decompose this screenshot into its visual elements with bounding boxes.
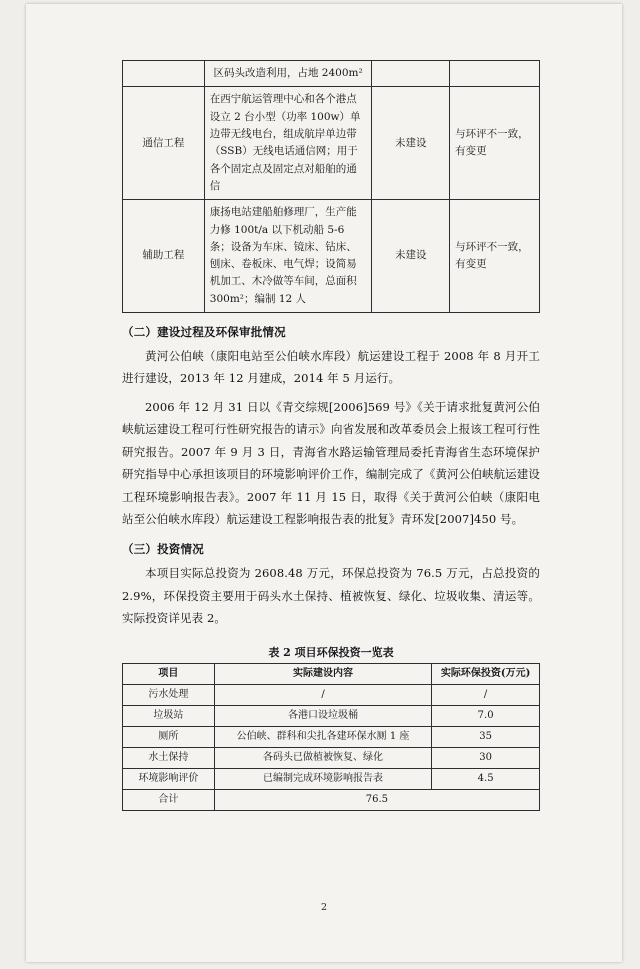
cell-item: 水土保持 bbox=[123, 747, 215, 768]
section-heading-construction: （二）建设过程及环保审批情况 bbox=[122, 325, 286, 340]
cell-item: 厕所 bbox=[123, 726, 215, 747]
paragraph: 2006 年 12 月 31 日以《青交综规[2006]569 号》《关于请求批复黄河公伯峡航运建设工程可行性研究报告的请示》向省发展和改革委员会上报该工程可行性研究报告。2007 年 9 月 3 日，青海省水路运输管理局委托青海省生态环境保护研究指导中心承担该项目的环境影响评价工作，编制完成了《黄河公伯峡航运建设工程环境影响报告表》。2007 年 11 月 15 日，取得《关于黄河公伯峡（康阳电站至公伯峡水库段）航运建设工程影响报告表的批复》青环发[2007]450 号。 bbox=[122, 399, 540, 527]
table-row bbox=[123, 705, 540, 726]
cell-content: 公伯峡、群科和尖扎各建环保水厕 1 座 bbox=[214, 726, 431, 747]
paragraph: 黄河公伯峡（康阳电站至公伯峡水库段）航运建设工程于 2008 年 8 月开工进行建设，2013 年 12 月建成，2014 年 5 月运行。 bbox=[122, 349, 540, 386]
table-row bbox=[123, 87, 540, 200]
table-row bbox=[123, 747, 540, 768]
cell-investment: 35 bbox=[432, 726, 540, 747]
cell-note: 与环评不一致，有变更 bbox=[450, 200, 540, 313]
cell-item: 环境影响评价 bbox=[123, 768, 215, 789]
cell-description: 在西宁航运管理中心和各个港点设立 2 台小型（功率 100w）单边带无线电台，组成航岸单边带（SSB）无线电话通信网；用于各个固定点及固定点对船舶的通信 bbox=[204, 87, 372, 200]
table-row bbox=[123, 684, 540, 705]
column-header-content: 实际建设内容 bbox=[214, 663, 431, 684]
column-header-investment: 实际环保投资(万元) bbox=[432, 663, 540, 684]
cell-project-name: 辅助工程 bbox=[123, 200, 205, 313]
cell-investment: 30 bbox=[432, 747, 540, 768]
table-row bbox=[123, 768, 540, 789]
table-row bbox=[123, 726, 540, 747]
cell-item: 垃圾站 bbox=[123, 705, 215, 726]
environmental-investment-table bbox=[122, 663, 540, 811]
cell-note bbox=[450, 61, 540, 87]
table-row-total bbox=[123, 789, 540, 810]
table-row bbox=[123, 61, 540, 87]
cell-status bbox=[372, 61, 450, 87]
table-header-row bbox=[123, 663, 540, 684]
column-header-item: 项目 bbox=[123, 663, 215, 684]
cell-description: 康扬电站建船舶修理厂，生产能力修 100t/a 以下机动船 5-6 条；设备为车床、镜床、钻床、刨床、卷板床、电气焊；设简易机加工、木冷做等车间，总面积 300m²；编制 12 人 bbox=[204, 200, 372, 313]
paper-sheet bbox=[26, 4, 622, 962]
cell-investment: 4.5 bbox=[432, 768, 540, 789]
cell-investment: 7.0 bbox=[432, 705, 540, 726]
cell-content: 已编制完成环境影响报告表 bbox=[214, 768, 431, 789]
cell-item: 污水处理 bbox=[123, 684, 215, 705]
page-number: 2 bbox=[320, 902, 328, 913]
engineering-summary-table bbox=[122, 60, 540, 313]
cell-status: 未建设 bbox=[372, 200, 450, 313]
table2-block bbox=[122, 644, 540, 811]
cell-content: / bbox=[214, 684, 431, 705]
cell-project-name bbox=[123, 61, 205, 87]
cell-note: 与环评不一致，有变更 bbox=[450, 87, 540, 200]
cell-status: 未建设 bbox=[372, 87, 450, 200]
cell-content: 各码头已做植被恢复、绿化 bbox=[214, 747, 431, 768]
cell-description: 区码头改造利用，占地 2400m² bbox=[204, 61, 372, 87]
table-row bbox=[123, 200, 540, 313]
section-heading-investment: （三）投资情况 bbox=[122, 542, 204, 557]
table2-caption: 表 2 项目环保投资一览表 bbox=[268, 645, 394, 659]
cell-item: 合计 bbox=[123, 789, 215, 810]
cell-investment: / bbox=[432, 684, 540, 705]
cell-total-value: 76.5 bbox=[214, 789, 539, 810]
document-content bbox=[122, 60, 540, 811]
cell-content: 各港口设垃圾桶 bbox=[214, 705, 431, 726]
cell-project-name: 通信工程 bbox=[123, 87, 205, 200]
paragraph: 本项目实际总投资为 2608.48 万元，环保总投资为 76.5 万元，占总投资的 2.9%，环保投资主要用于码头水土保持、植被恢复、绿化、垃圾收集、清运等。实际投资详见表 2。 bbox=[122, 566, 540, 626]
